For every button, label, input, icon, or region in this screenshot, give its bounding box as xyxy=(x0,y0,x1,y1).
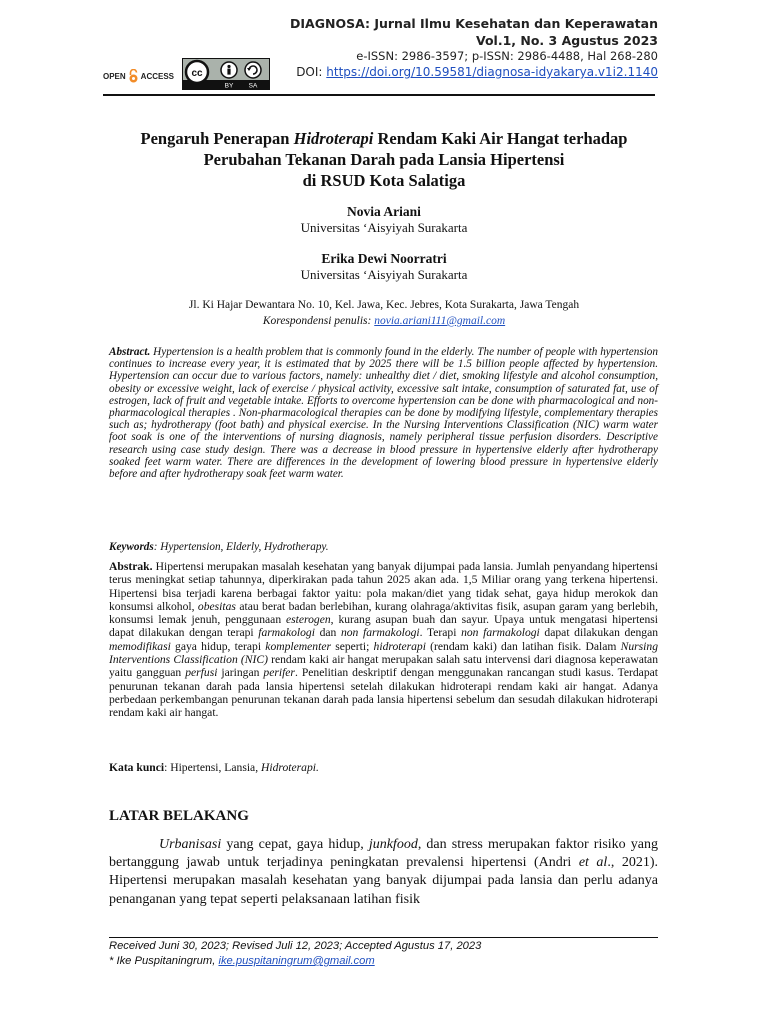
footer-rule xyxy=(109,937,658,938)
journal-issn: e-ISSN: 2986-3597; p-ISSN: 2986-4488, Hal 268-280 xyxy=(356,49,658,63)
correspondence: Korespondensi penulis: novia.ariani111@gmail.com xyxy=(262,315,506,327)
keywords-en: Keywords: Hypertension, Elderly, Hydrotherapy. xyxy=(109,541,329,553)
author-affiliation: Universitas ‘Aisyiyah Surakarta xyxy=(300,220,468,235)
paper-title: Pengaruh Penerapan Hidroterapi Rendam Kaki Air Hangat terhadap Perubahan Tekanan Darah pada Lansia Hipertensi di RSUD Kota Salatiga xyxy=(140,129,628,190)
abstract-en: Abstract. Hypertension is a health problem that is commonly found in the elderly. The number of people with hypertension continues to increase every year, it is estimated that by 2025 there will be 1.5 billion people affected by hypertension. Hypertension can occur due to various factors, namely: unhealthy diet / diet, smoking lifestyle and alcohol consumption, obesity or excessive weight, lack of exercise / physical activity, excessive salt intake, consumption of saturated fat, use of estrogen, lack of fruit and vegetable intake. Efforts to overcome hypertension can be done with pharmacological and non-pharmacological therapies . Non-pharmacological therapies can be done by modifying lifestyle, complementary therapies such as; hydrotherapy (foot bath) and physical exercise. In the Nursing Interventions Classification (NIC) warm water foot soak is one of the interventions of nursing diagnosis, namely peripheral tissue perfusion disorders. Descriptive research using case study design. There was a decrease in blood pressure in hypertensive elderly after hydrotherapy soaked feet warm water. There are differences in the development of lowering blood pressure in hypertensive elderly before and after hydrotherapy soak feet warm water. xyxy=(109,346,658,481)
license-by-text: BY xyxy=(224,82,234,90)
author-block xyxy=(0,251,768,283)
cc-by-sa-badge xyxy=(182,58,270,90)
open-lock-icon xyxy=(128,69,139,83)
header-rule xyxy=(103,94,655,96)
open-access-logo xyxy=(103,60,174,92)
license-sa-text: SA xyxy=(248,82,258,90)
received-dates: Received Juni 30, 2023; Revised Juli 12, 2023; Accepted Agustus 17, 2023 xyxy=(109,940,482,952)
open-access-right-text: ACCESS xyxy=(140,71,175,81)
author-address: Jl. Ki Hajar Dewantara No. 10, Kel. Jawa, Kec. Jebres, Kota Surakarta, Jawa Tengah xyxy=(188,299,580,311)
correspondence-email-link[interactable]: novia.ariani111@gmail.com xyxy=(374,315,506,327)
doi-link[interactable]: https://doi.org/10.59581/diagnosa-idyakarya.v1i2.1140 xyxy=(326,65,658,79)
corresponding-author-footnote: * Ike Puspitaningrum, ike.puspitaningrum@gmail.com xyxy=(109,955,375,967)
journal-name: DIAGNOSA: Jurnal Ilmu Kesehatan dan Keperawatan xyxy=(290,16,658,31)
svg-text:cc: cc xyxy=(191,68,203,79)
author-affiliation: Universitas ‘Aisyiyah Surakarta xyxy=(300,267,468,282)
keywords-id: Kata kunci: Hipertensi, Lansia, Hidroterapi. xyxy=(109,761,319,774)
abstrak-label: Abstrak. xyxy=(109,560,153,573)
abstract-id: Abstrak. Hipertensi merupakan masalah kesehatan yang banyak dijumpai pada lansia. Jumlah penyandang hipertensi terus meningkat setiap tahunnya, diperkirakan pada tahun 2025 akan ada. 1,5 Miliar orang yang terkena hipertensi. Hipertensi bisa terjadi karena berbagai faktor yaitu: pola makan/diet yang tidak sehat, gaya hidup merokok dan konsumsi alkohol, obesitas atau berat badan berlebihan, kurang olahraga/aktivitas fisik, asupan garam yang berlebih, konsumsi lemak jenuh, penggunaan esterogen, kurang asupan buah dan sayur. Upaya untuk mengatasi hipertensi dapat dilakukan dengan terapi farmakologi dan non farmakologi. Terapi non farmakologi dapat dilakukan dengan memodifikasi gaya hidup, terapi komplementer seperti; hidroterapi (rendam kaki) dan latihan fisik. Dalam Nursing Interventions Classification (NIC) rendam kaki air hangat merupakan salah satu intervensi dari diagnosa keperawatan yaitu gangguan perfusi jaringan perifer. Penelitian deskriptif dengan menggunakan rancangan studi kasus. Terdapat penurunan tekanan darah pada lansia hipertensi setelah dilakukan hidroterapi rendam kaki air hangat. Adanya perbedaan perkembangan penurunan tekanan darah pada lansia hipertensi sebelum dan sesudah dilakukan hidroterapi rendam kaki air hangat. xyxy=(109,560,659,720)
section-heading: LATAR BELAKANG xyxy=(109,808,249,824)
share-alike-icon xyxy=(245,62,261,78)
footnote-email-link[interactable]: ike.puspitaningrum@gmail.com xyxy=(218,955,375,967)
body-paragraph: Urbanisasi yang cepat, gaya hidup, junkfood, dan stress merupakan faktor risiko yang bertanggung jawab untuk terjadinya peningkatan prevalensi hipertensi (Andri et al., 2021). Hipertensi merupakan masalah kesehatan yang banyak dijumpai pada lansia dan perlu adanya penanganan yang tepat seperti pelaksanaan latihan fisik xyxy=(109,837,658,907)
open-access-left-text: OPEN xyxy=(103,71,126,81)
author-name: Erika Dewi Noorratri xyxy=(321,251,447,266)
abstract-label: Abstract. xyxy=(109,346,151,358)
doi-label: DOI: xyxy=(296,65,327,79)
author-block xyxy=(0,204,768,236)
journal-doi xyxy=(296,65,658,79)
journal-volume: Vol.1, No. 3 Agustus 2023 xyxy=(475,33,658,48)
author-name: Novia Ariani xyxy=(347,204,421,219)
